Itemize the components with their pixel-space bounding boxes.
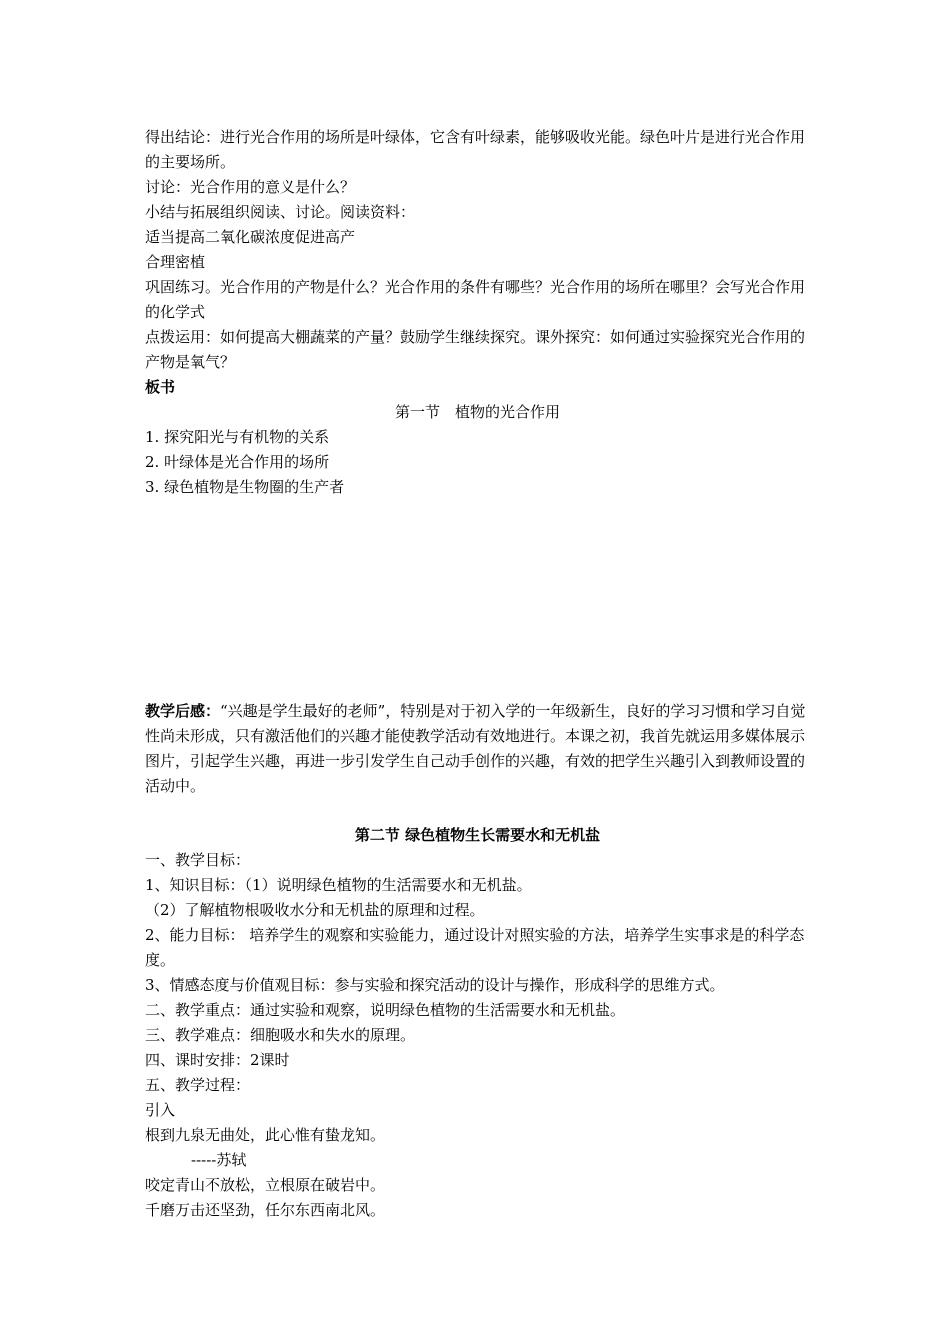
board-item: 1. 探究阳光与有机物的关系 (145, 428, 330, 446)
apply-paragraph: 点拨运用：如何提高大棚蔬菜的产量？鼓励学生继续探究。课外探究：如何通过实验探究光合作用的产物是氧气？ (145, 328, 806, 371)
section-two-title: 第二节 绿色植物生长需要水和无机盐 (354, 826, 601, 844)
discussion-line: 讨论：光合作用的意义是什么？ (145, 178, 356, 196)
summary-line: 小结与拓展组织阅读、讨论。阅读资料： (145, 203, 416, 221)
practice-paragraph: 巩固练习。光合作用的产物是什么？光合作用的条件有哪些？光合作用的场所在哪里？会写光合作用的化学式 (145, 278, 806, 321)
poem-two-line-two: 千磨万击还坚劲，任尔东西南北风。 (145, 1201, 386, 1219)
board-heading: 板书 (145, 378, 176, 396)
emotion-goal: 3、情感态度与价值观目标：参与实验和探究活动的设计与操作，形成科学的思维方式。 (145, 976, 725, 994)
knowledge-goal: 1、知识目标：（1）说明绿色植物的生活需要水和无机盐。 (145, 876, 532, 894)
board-item: 3. 绿色植物是生物圈的生产者 (145, 478, 345, 496)
intro-line: 引入 (145, 1101, 176, 1119)
reflection-paragraph (145, 699, 810, 799)
dense-planting-line: 合理密植 (145, 253, 206, 271)
poem-two-line-one: 咬定青山不放松，立根原在破岩中。 (145, 1176, 386, 1194)
co2-line: 适当提高二氧化碳浓度促进高产 (145, 228, 356, 246)
reflection-text: “兴趣是学生最好的老师”，特别是对于初入学的一年级新生，良好的学习习惯和学习自觉性尚未形成，只有激活他们的兴趣才能使教学活动有效地进行。本课之初，我首先就运用多媒体展示图片，引起学生兴趣，再进一步引发学生自己动手创作的兴趣，有效的把学生兴趣引入到教师设置的活动中。 (145, 702, 806, 795)
poem-one-author: -----苏轼 (191, 1151, 247, 1169)
difficulty-point: 三、教学难点：细胞吸水和失水的原理。 (145, 1026, 416, 1044)
process-heading: 五、教学过程： (145, 1076, 251, 1094)
board-item: 2. 叶绿体是光合作用的场所 (145, 453, 330, 471)
knowledge-goal-2: （2）了解植物根吸收水分和无机盐的原理和过程。 (145, 901, 485, 919)
key-point: 二、教学重点：通过实验和观察，说明绿色植物的生活需要水和无机盐。 (145, 1001, 626, 1019)
hours-line: 四、课时安排：2课时 (145, 1051, 290, 1069)
board-title: 第一节 植物的光合作用 (394, 403, 560, 421)
reflection-label: 教学后感： (145, 702, 221, 720)
lesson-continuation (145, 125, 810, 500)
goals-heading: 一、教学目标： (145, 851, 251, 869)
ability-goal: 2、能力目标： 培养学生的观察和实验能力，通过设计对照实验的方法，培养学生实事求是的科学态度。 (145, 926, 805, 969)
poem-one: 根到九泉无曲处，此心惟有蛰龙知。 (145, 1126, 386, 1144)
section-two (145, 823, 810, 1223)
conclusion-paragraph: 得出结论：进行光合作用的场所是叶绿体，它含有叶绿素，能够吸收光能。绿色叶片是进行光合作用的主要场所。 (145, 128, 806, 171)
